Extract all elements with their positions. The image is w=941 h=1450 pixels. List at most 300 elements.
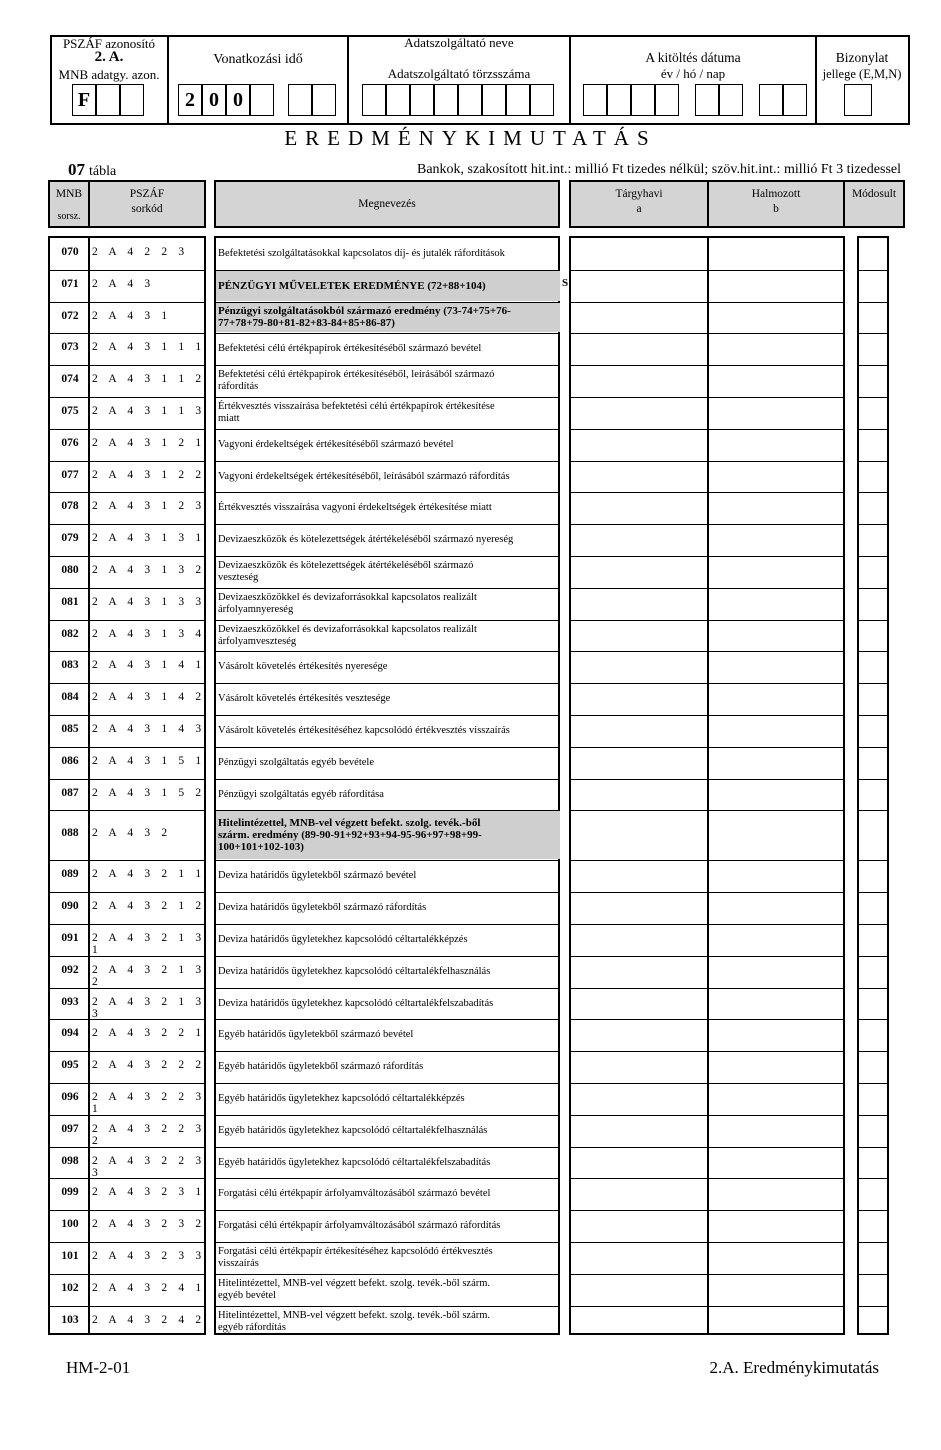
row-input-modosult[interactable]: [859, 957, 887, 987]
row-input-modosult[interactable]: [859, 271, 887, 301]
col-header-halmozott: [707, 180, 845, 228]
year-digit-1[interactable]: 2: [178, 84, 202, 116]
row-sorkod: 2 A 4 3 1 4 1: [92, 659, 206, 672]
row-separator: [88, 683, 206, 684]
table-label: [68, 160, 116, 180]
row-input-targyhavi[interactable]: [571, 1116, 707, 1146]
row-megnevezes-line: 77+78+79-80+81-82+83-84+85+86-87): [218, 317, 395, 330]
row-input-modosult[interactable]: [859, 493, 887, 523]
row-sorkod: 2 A 4 3 2 2 3 3: [92, 1154, 206, 1179]
row-input-modosult[interactable]: [859, 748, 887, 778]
row-input-modosult[interactable]: [859, 557, 887, 587]
row-sorkod: 2 A 4 3 2 3 2: [92, 1218, 206, 1231]
row-input-halmozott[interactable]: [709, 1148, 843, 1178]
row-megnevezes: [216, 560, 560, 584]
row-sorszam: 074: [61, 373, 79, 386]
row-input-targyhavi[interactable]: [571, 366, 707, 396]
row-separator: [88, 747, 206, 748]
row-separator: [214, 892, 560, 893]
row-megnevezes-line: Befektetési célú értékpapírok értékesítéséből, leírásából származó: [218, 369, 495, 381]
row-sorkod: 2 A 4 3 2 1 3 1: [92, 931, 206, 956]
row-input-halmozott[interactable]: [709, 1020, 843, 1050]
row-input-targyhavi[interactable]: [571, 989, 707, 1019]
row-input-halmozott[interactable]: [709, 621, 843, 651]
row-separator: [88, 1019, 206, 1020]
row-sorszam: 076: [61, 436, 79, 449]
row-input-halmozott[interactable]: [709, 748, 843, 778]
row-separator: [48, 715, 90, 716]
header-divider-1: [167, 35, 169, 125]
row-input-modosult[interactable]: [859, 398, 887, 428]
row-input-modosult[interactable]: [859, 239, 887, 269]
row-input-halmozott[interactable]: [709, 684, 843, 714]
row-megnevezes-line: Deviza határidős ügyletekből származó ráfordítás: [218, 902, 427, 914]
row-input-targyhavi[interactable]: [571, 811, 707, 859]
row-separator: [48, 1274, 90, 1275]
row-sorkod: 2 A 4 3 2 2 2: [92, 1059, 206, 1072]
row-separator: [48, 461, 90, 462]
row-separator: [214, 860, 560, 861]
row-sorkod: 2 A 4 3 1 2 3: [92, 500, 206, 513]
row-input-halmozott[interactable]: [709, 557, 843, 587]
row-megnevezes-line: Devizaeszközökkel és devizaforrásokkal kapcsolatos realizált: [218, 623, 477, 635]
row-input-modosult[interactable]: [859, 1148, 887, 1178]
row-sorkod: 2 A 4 3 2 2 3 1: [92, 1090, 206, 1115]
row-megnevezes: [216, 1125, 560, 1137]
row-separator: [48, 1019, 90, 1020]
row-sorszam: 072: [61, 309, 79, 322]
row-separator: [48, 892, 90, 893]
row-separator: [214, 747, 560, 748]
row-input-halmozott[interactable]: [709, 589, 843, 619]
row-input-targyhavi[interactable]: [571, 589, 707, 619]
targyhavi-text: Tárgyhavi: [615, 188, 663, 200]
row-input-targyhavi[interactable]: [571, 493, 707, 523]
row-sorszam: 079: [61, 532, 79, 545]
row-megnevezes: [216, 439, 560, 451]
row-input-halmozott[interactable]: [709, 989, 843, 1019]
row-separator: [88, 1147, 206, 1148]
row-sorszam: 083: [61, 659, 79, 672]
row-sorszam: 088: [61, 827, 79, 840]
row-sorkod: 2 A 4 2 2 3: [92, 245, 189, 258]
row-separator: [88, 956, 206, 957]
row-sorszam: 086: [61, 754, 79, 767]
row-separator: [88, 302, 206, 303]
row-input-modosult[interactable]: [859, 589, 887, 619]
table-word: tábla: [89, 164, 117, 179]
row-input-modosult[interactable]: [859, 462, 887, 492]
id-box-f[interactable]: F: [72, 84, 96, 116]
row-separator: [88, 333, 206, 334]
row-input-modosult[interactable]: [859, 893, 887, 923]
row-megnevezes-line: Pénzügyi szolgáltatásokból származó eredmény (73-74+75+76-: [218, 305, 511, 318]
row-input-targyhavi[interactable]: [571, 621, 707, 651]
row-megnevezes-line: 100+101+102-103): [218, 841, 304, 854]
row-input-halmozott[interactable]: [709, 893, 843, 923]
row-separator: [88, 1306, 206, 1307]
row-megnevezes: [216, 1246, 560, 1270]
row-input-halmozott[interactable]: [709, 525, 843, 555]
row-input-targyhavi[interactable]: [571, 334, 707, 364]
row-input-halmozott[interactable]: [709, 1243, 843, 1273]
row-separator: [214, 683, 560, 684]
row-sorkod: 2 A 4 3 1 1 3: [92, 404, 206, 417]
row-input-modosult[interactable]: [859, 684, 887, 714]
row-separator: [214, 588, 560, 589]
row-input-targyhavi[interactable]: [571, 925, 707, 955]
row-input-targyhavi[interactable]: [571, 748, 707, 778]
halmozott-text: Halmozott: [751, 188, 801, 200]
row-input-modosult[interactable]: [859, 861, 887, 891]
row-input-halmozott[interactable]: [709, 462, 843, 492]
row-sorkod: 2 A 4 3 2 2 1: [92, 1027, 206, 1040]
row-input-targyhavi[interactable]: [571, 1275, 707, 1305]
row-sorszam: 081: [61, 595, 79, 608]
row-separator: [214, 1210, 560, 1211]
row-megnevezes-line: árfolyamnyereség: [218, 603, 294, 615]
pszaf-label: PSZÁF azonosító: [62, 36, 156, 51]
row-sorszam: 096: [61, 1090, 79, 1103]
row-input-halmozott[interactable]: [709, 303, 843, 333]
row-input-halmozott[interactable]: [709, 1116, 843, 1146]
jellege-label: jellege (E,M,N): [822, 67, 902, 81]
row-sorkod: 2 A 4 3 1 2 2: [92, 468, 206, 481]
row-sorkod: 2 A 4 3 2 1 1: [92, 868, 206, 881]
row-input-targyhavi[interactable]: [571, 780, 707, 810]
row-separator: [214, 620, 560, 621]
row-separator: [214, 715, 560, 716]
row-separator: [214, 461, 560, 462]
pszaf-text: PSZÁF: [129, 188, 165, 200]
row-separator: [48, 429, 90, 430]
row-sorszam: 085: [61, 722, 79, 735]
row-input-halmozott[interactable]: [709, 861, 843, 891]
row-separator: [88, 461, 206, 462]
row-separator: [214, 1274, 560, 1275]
col-header-mnb: [48, 180, 90, 228]
row-megnevezes: [216, 502, 560, 514]
row-megnevezes: [216, 870, 560, 882]
row-separator: [48, 620, 90, 621]
row-input-modosult[interactable]: [859, 366, 887, 396]
row-megnevezes-line: Forgatási célú értékpapír árfolyamváltozásából származó bevétel: [218, 1188, 491, 1200]
row-separator: [88, 556, 206, 557]
row-input-modosult[interactable]: [859, 1307, 887, 1337]
row-sorszam: 103: [61, 1313, 79, 1326]
row-sorkod: 2 A 4 3 2: [92, 827, 172, 840]
row-input-modosult[interactable]: [859, 1275, 887, 1305]
row-sorkod: 2 A 4 3 2 4 2: [92, 1313, 206, 1326]
row-sorszam: 071: [61, 277, 79, 290]
row-input-halmozott[interactable]: [709, 1052, 843, 1082]
row-input-targyhavi[interactable]: [571, 303, 707, 333]
row-input-targyhavi[interactable]: [571, 525, 707, 555]
jellege-box[interactable]: [844, 84, 872, 116]
mnb-label: MNB adatgy. azon.: [58, 67, 160, 82]
row-input-modosult[interactable]: [859, 925, 887, 955]
megnevezes-text: Megnevezés: [358, 198, 416, 210]
row-separator: [214, 1019, 560, 1020]
row-separator: [214, 924, 560, 925]
id-box-3[interactable]: [120, 84, 144, 116]
row-megnevezes: [216, 592, 560, 616]
footer-right: 2.A. Eredménykimutatás: [709, 1358, 879, 1377]
row-separator: [48, 397, 90, 398]
row-megnevezes: [216, 998, 560, 1010]
row-input-modosult[interactable]: [859, 1052, 887, 1082]
year-digit-3[interactable]: 0: [226, 84, 250, 116]
row-input-targyhavi[interactable]: [571, 462, 707, 492]
row-sorkod: 2 A 4 3 2 1 2: [92, 900, 206, 913]
row-input-halmozott[interactable]: [709, 1307, 843, 1337]
row-input-halmozott[interactable]: [709, 271, 843, 301]
row-input-modosult[interactable]: [859, 1211, 887, 1241]
row-input-halmozott[interactable]: [709, 811, 843, 859]
row-separator: [48, 588, 90, 589]
month-digit-1[interactable]: [288, 84, 312, 116]
row-megnevezes-line: Deviza határidős ügyletekhez kapcsolódó céltartalékfelszabadítás: [218, 997, 494, 1009]
row-separator: [214, 333, 560, 334]
row-input-modosult[interactable]: [859, 1243, 887, 1273]
row-separator: [48, 365, 90, 366]
row-input-halmozott[interactable]: [709, 652, 843, 682]
row-separator: [88, 429, 206, 430]
row-megnevezes-line: Hitelintézettel, MNB-vel végzett befekt. szolg. tevék.-ből: [218, 817, 481, 830]
row-input-targyhavi[interactable]: [571, 239, 707, 269]
row-sorkod: 2 A 4 3 2 2 3 2: [92, 1122, 206, 1147]
row-sorszam: 077: [61, 468, 79, 481]
row-sorkod: 2 A 4 3 2 1 3 3: [92, 995, 206, 1020]
row-megnevezes: [216, 369, 560, 393]
row-separator: [214, 1178, 560, 1179]
row-sorszam: 075: [61, 404, 79, 417]
row-input-halmozott[interactable]: [709, 398, 843, 428]
row-megnevezes: [216, 303, 560, 333]
col-header-modosult: [843, 180, 905, 228]
row-sorkod: 2 A 4 3 1 4 2: [92, 691, 206, 704]
row-separator: [48, 556, 90, 557]
row-sorszam: 098: [61, 1154, 79, 1167]
row-megnevezes: [216, 1278, 560, 1302]
row-input-modosult[interactable]: [859, 1020, 887, 1050]
row-input-modosult[interactable]: [859, 1179, 887, 1209]
row-megnevezes-line: Deviza határidős ügyletekhez kapcsolódó céltartalékfelhasználás: [218, 965, 491, 977]
row-sorkod: 2 A 4 3 1 3 1: [92, 532, 206, 545]
row-separator: [48, 1051, 90, 1052]
row-separator: [88, 524, 206, 525]
row-input-targyhavi[interactable]: [571, 1148, 707, 1178]
row-megnevezes: [216, 1157, 560, 1169]
row-separator: [88, 588, 206, 589]
pszaf-value: 2. A.: [94, 49, 124, 65]
row-input-targyhavi[interactable]: [571, 1179, 707, 1209]
row-input-halmozott[interactable]: [709, 1211, 843, 1241]
row-sorkod: 2 A 4 3 2 4 1: [92, 1281, 206, 1294]
row-separator: [214, 556, 560, 557]
row-sorszam: 099: [61, 1186, 79, 1199]
row-input-targyhavi[interactable]: [571, 1243, 707, 1273]
row-megnevezes-line: Forgatási célú értékpapír értékesítéséhez kapcsolódó értékvesztés: [218, 1245, 493, 1257]
row-megnevezes-line: Értékvesztés visszaírása befektetési célú értékpapírok értékesítése: [218, 400, 495, 412]
ev-ho-nap: év / hó / nap: [660, 66, 726, 81]
row-sorszam: 095: [61, 1059, 79, 1072]
row-input-modosult[interactable]: [859, 430, 887, 460]
row-separator: [88, 988, 206, 989]
row-separator: [48, 1147, 90, 1148]
row-sorkod: 2 A 4 3 1 3 3: [92, 595, 206, 608]
row-separator: [88, 1178, 206, 1179]
row-separator: [214, 1115, 560, 1116]
row-megnevezes-line: egyéb ráfordítás: [218, 1321, 286, 1333]
row-sorkod: 2 A 4 3 2 3 3: [92, 1249, 206, 1262]
vonatkozasi-label: Vonatkozási idő: [213, 52, 303, 67]
row-megnevezes: [216, 789, 560, 801]
adatszolgaltato-torzsszam: Adatszolgáltató törzsszáma: [387, 66, 531, 81]
year-digit-2[interactable]: 0: [202, 84, 226, 116]
row-input-halmozott[interactable]: [709, 1275, 843, 1305]
row-input-modosult[interactable]: [859, 303, 887, 333]
row-input-targyhavi[interactable]: [571, 1052, 707, 1082]
footer-left: HM-2-01: [66, 1358, 131, 1377]
row-megnevezes-line: Devizaeszközök és kötelezettségek átértékeléséből származó nyereség: [218, 534, 514, 546]
row-sorkod: 2 A 4 3 1 3 2: [92, 563, 206, 576]
mnb-text: MNB: [55, 188, 83, 200]
row-megnevezes-line: Devizaeszközök és kötelezettségek átértékeléséből származó: [218, 559, 474, 571]
row-input-modosult[interactable]: [859, 811, 887, 859]
row-megnevezes: [216, 966, 560, 978]
row-separator: [214, 429, 560, 430]
row-input-modosult[interactable]: [859, 780, 887, 810]
row-megnevezes: [216, 1188, 560, 1200]
row-megnevezes-line: Hitelintézettel, MNB-vel végzett befekt. szolg. tevék.-ből szárm.: [218, 1277, 491, 1289]
row-sorszam: 090: [61, 900, 79, 913]
row-separator: [48, 1306, 90, 1307]
row-input-targyhavi[interactable]: [571, 1020, 707, 1050]
row-input-modosult[interactable]: [859, 1084, 887, 1114]
row-input-targyhavi[interactable]: [571, 398, 707, 428]
row-input-targyhavi[interactable]: [571, 652, 707, 682]
row-separator: [88, 620, 206, 621]
row-sorkod: 2 A 4 3 1 1 2: [92, 373, 206, 386]
row-input-modosult[interactable]: [859, 621, 887, 651]
row-sorszam: 078: [61, 500, 79, 513]
row-megnevezes-line: Forgatási célú értékpapír árfolyamváltozásából származó ráfordítás: [218, 1220, 501, 1232]
row-sorszam: 080: [61, 563, 79, 576]
row-input-targyhavi[interactable]: [571, 271, 707, 301]
row-input-targyhavi[interactable]: [571, 1211, 707, 1241]
row-megnevezes-line: visszaírás: [218, 1257, 259, 1269]
row-input-halmozott[interactable]: [709, 430, 843, 460]
row-megnevezes-line: Egyéb határidős ügyletekhez kapcsolódó céltartalékfelhasználás: [218, 1124, 488, 1136]
row-separator: [214, 988, 560, 989]
row-input-halmozott[interactable]: [709, 334, 843, 364]
row-input-targyhavi[interactable]: [571, 893, 707, 923]
row-separator: [88, 1115, 206, 1116]
page-title: EREDMÉNYKIMUTATÁS: [284, 126, 657, 150]
row-input-targyhavi[interactable]: [571, 557, 707, 587]
col-header-pszaf: [88, 180, 206, 228]
row-input-halmozott[interactable]: [709, 366, 843, 396]
row-input-halmozott[interactable]: [709, 957, 843, 987]
row-megnevezes-line: Egyéb határidős ügyletekből származó ráfordítás: [218, 1061, 424, 1073]
row-input-targyhavi[interactable]: [571, 716, 707, 746]
row-separator: [48, 860, 90, 861]
col-header-megnevezes: [214, 180, 560, 228]
row-input-modosult[interactable]: [859, 1116, 887, 1146]
row-input-halmozott[interactable]: [709, 780, 843, 810]
row-megnevezes-line: Vásárolt követelés értékesítés nyeresége: [218, 661, 388, 673]
row-input-modosult[interactable]: [859, 525, 887, 555]
row-separator: [48, 956, 90, 957]
row-megnevezes: [216, 693, 560, 705]
row-separator: [88, 492, 206, 493]
row-separator: [214, 1083, 560, 1084]
row-separator: [48, 810, 90, 811]
row-input-modosult[interactable]: [859, 989, 887, 1019]
row-input-targyhavi[interactable]: [571, 1307, 707, 1337]
row-megnevezes: [216, 534, 560, 546]
month-digit-2[interactable]: [312, 84, 336, 116]
row-megnevezes: [216, 624, 560, 648]
row-sorszam: 087: [61, 786, 79, 799]
row-input-modosult[interactable]: [859, 652, 887, 682]
targyhavi-a: a: [636, 203, 642, 215]
row-megnevezes: [216, 757, 560, 769]
row-separator: [88, 365, 206, 366]
row-input-halmozott[interactable]: [709, 925, 843, 955]
col-header-targyhavi: [569, 180, 709, 228]
row-sorkod: 2 A 4 3 1 4 3: [92, 722, 206, 735]
kitoltes-datuma: A kitöltés dátuma: [645, 50, 741, 65]
row-input-targyhavi[interactable]: [571, 861, 707, 891]
row-input-modosult[interactable]: [859, 716, 887, 746]
row-sorkod: 2 A 4 3 2 1 3 2: [92, 963, 206, 988]
row-megnevezes: [216, 661, 560, 673]
row-input-halmozott[interactable]: [709, 1084, 843, 1114]
row-separator: [88, 1242, 206, 1243]
s-marker: S: [562, 277, 569, 289]
row-input-targyhavi[interactable]: [571, 957, 707, 987]
row-separator: [48, 302, 90, 303]
row-separator: [214, 397, 560, 398]
row-input-halmozott[interactable]: [709, 716, 843, 746]
row-input-targyhavi[interactable]: [571, 684, 707, 714]
id-box-2[interactable]: [96, 84, 120, 116]
row-input-modosult[interactable]: [859, 334, 887, 364]
row-separator: [88, 1274, 206, 1275]
row-sorkod: 2 A 4 3 1 2 1: [92, 436, 206, 449]
row-separator: [48, 1178, 90, 1179]
row-sorszam: 093: [61, 995, 79, 1008]
row-sorkod: 2 A 4 3 1 3 4: [92, 627, 206, 640]
row-sorszam: 089: [61, 868, 79, 881]
row-input-halmozott[interactable]: [709, 239, 843, 269]
row-sorkod: 2 A 4 3 1 1 1: [92, 341, 206, 354]
row-separator: [214, 365, 560, 366]
row-input-halmozott[interactable]: [709, 493, 843, 523]
row-input-targyhavi[interactable]: [571, 1084, 707, 1114]
row-input-halmozott[interactable]: [709, 1179, 843, 1209]
row-megnevezes: [216, 248, 560, 260]
year-digit-4[interactable]: [250, 84, 274, 116]
row-sorszam: 082: [61, 627, 79, 640]
row-input-targyhavi[interactable]: [571, 430, 707, 460]
row-megnevezes-line: árfolyamveszteség: [218, 635, 297, 647]
row-sorszam: 092: [61, 963, 79, 976]
row-megnevezes: [216, 471, 560, 483]
row-separator: [48, 924, 90, 925]
